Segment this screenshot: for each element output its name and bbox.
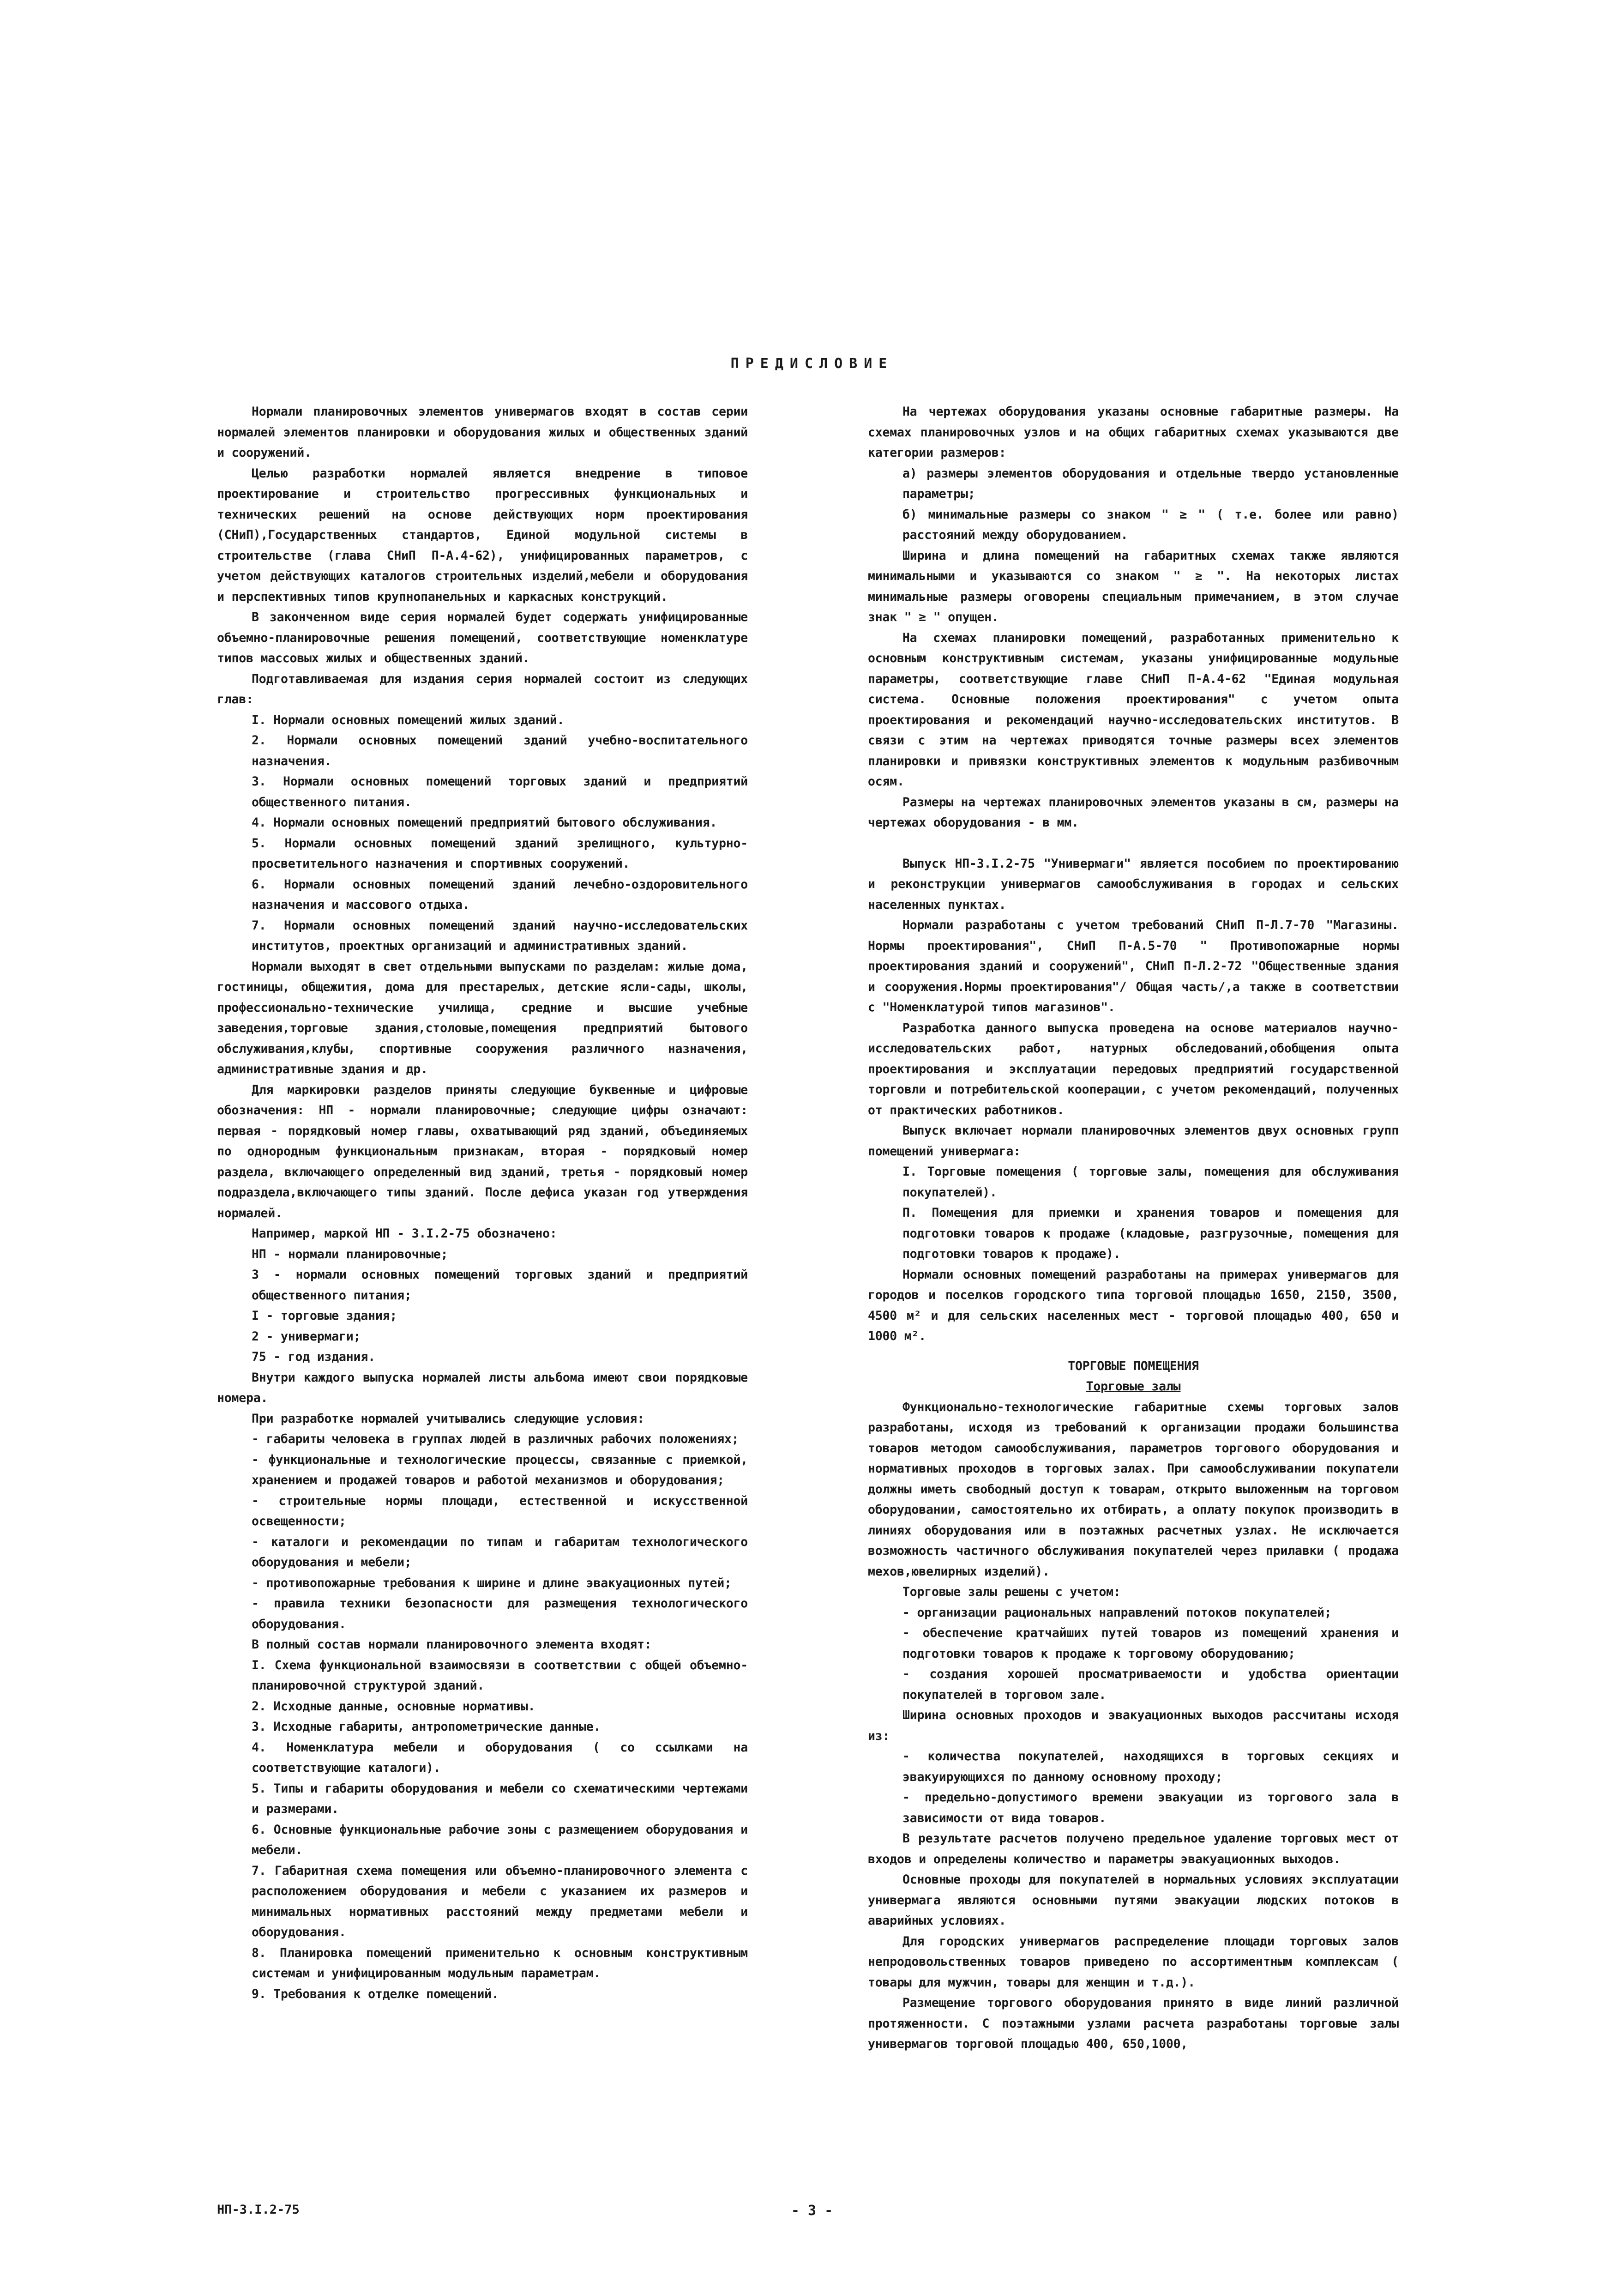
page-number: - 3 - [791,2203,833,2219]
paragraph: - создания хорошей просматриваемости и удобства ориентации покупателей в торговом зале. [902,1667,1399,1702]
paragraph: - строительные нормы площади, естественной и искусственной освещенности; [252,1493,748,1528]
paragraph: 7. Габаритная схема помещения или объемно-планировочного элемента с расположением оборудования и мебели с указанием их размеров и минимальных нормативных расстояний между предметами мебели и оборудования. [252,1863,748,1939]
paragraph: НП - нормали планировочные; [252,1247,448,1262]
right-column [868,402,1399,2055]
paragraph: I. Схема функциональной взаимосвязи в соответствии с общей объемно-планировочной структурой зданий. [252,1658,748,1693]
paragraph: 75 - год издания. [252,1350,375,1364]
paragraph: Ширина и длина помещений на габаритных схемах также являются минимальными и указываются со знаком " ≥ ". На некоторых листах минимальные размеры оговорены специальным примечанием, в этом случае знак " ≥ " опущен. [868,548,1399,624]
paragraph: В полный состав нормали планировочного элемента входят: [252,1637,652,1652]
paragraph: Выпуск включает нормали планировочных элементов двух основных групп помещений универмага: [868,1123,1399,1159]
paragraph: В законченном виде серия нормалей будет содержать унифицированные объемно-планировочные решения помещений, соответствующие номенклатуре типов массовых жилых и общественных зданий. [217,610,748,665]
paragraph: 3. Нормали основных помещений торговых зданий и предприятий общественного питания. [252,774,748,809]
paragraph: При разработке нормалей учитывались следующие условия: [252,1411,644,1426]
paragraph: 4. Нормали основных помещений предприятий бытового обслуживания. [252,815,717,830]
paragraph: 3. Исходные габариты, антропометрические данные. [252,1720,601,1734]
paragraph: Нормали разработаны с учетом требований СНиП П-Л.7-70 "Магазины. Нормы проектирования", СНиП П-А.5-70 " Противопожарные нормы проектирования зданий и сооружений", СНиП П-Л.2-72 "Общественные здания и сооружения.Нормы проектирования"/ Общая часть/,а также в соответствии с "Номенклатурой типов магазинов". [868,918,1399,1014]
subsection-title: Торговые залы [1086,1379,1181,1394]
paragraph: 6. Основные функциональные рабочие зоны с размещением оборудования и мебели. [252,1822,748,1857]
paragraph: 2. Исходные данные, основные нормативы. [252,1699,535,1714]
paragraph: 9. Требования к отделке помещений. [252,1986,499,2001]
paragraph: - количества покупателей, находящихся в торговых секциях и эвакуирующихся по данному основному проходу; [902,1749,1399,1784]
paragraph: Размещение торгового оборудования принято в виде линий различной протяженности. С поэтажными узлами расчета разработаны торговые залы универмагов торговой площадью 400, 650,1000, [868,1996,1399,2051]
paragraph: I. Нормали основных помещений жилых зданий. [252,712,565,727]
paragraph: - каталоги и рекомендации по типам и габаритам технологического оборудования и мебели; [252,1534,748,1570]
paragraph: 5. Нормали основных помещений зданий зрелищного, культурно-просветительного назначения и спортивных сооружений. [252,836,748,871]
paragraph: Основные проходы для покупателей в нормальных условиях эксплуатации универмага являются основными путями эвакуации людских потоков в аварийных условиях. [868,1872,1399,1928]
paragraph: а) размеры элементов оборудования и отдельные твердо установленные параметры; [902,466,1399,501]
paragraph: Целью разработки нормалей является внедрение в типовое проектирование и строительство прогрессивных функциональных и технических решений на основе действующих норм проектирования (СНиП),Государственных стандартов, Единой модульной системы в строительстве (глава СНиП П-А.4-62), унифицированных параметров, с учетом действующих каталогов строительных изделий,мебели и оборудования и перспективных типов крупнопанельных и каркасных конструкций. [217,466,748,604]
paragraph: 7. Нормали основных помещений зданий научно-исследовательских институтов, проектных организаций и административных зданий. [252,918,748,953]
paragraph: - обеспечение кратчайших путей товаров из помещений хранения и подготовки товаров к продаже к торговому оборудованию; [902,1626,1399,1661]
paragraph: 6. Нормали основных помещений зданий лечебно-оздоровительного назначения и массового отдыха. [252,877,748,912]
document-code: НП-3.I.2-75 [217,2203,300,2217]
paragraph: Разработка данного выпуска проведена на основе материалов научно-исследовательских работ, натурных обследований,обобщения опыта проектирования и эксплуатации передовых предприятий государственной торговли и потребительской кооперации, с учетом рекомендаций, полученных от практических работников. [868,1020,1399,1117]
paragraph: Размеры на чертежах планировочных элементов указаны в см, размеры на чертежах оборудования - в мм. [868,795,1399,830]
paragraph: 2. Нормали основных помещений зданий учебно-воспитательного назначения. [252,733,748,768]
paragraph: 3 - нормали основных помещений торговых зданий и предприятий общественного питания; [252,1268,748,1303]
paragraph: - функциональные и технологические процессы, связанные с приемкой, хранением и продажей товаров и работой механизмов и оборудования; [252,1452,748,1487]
left-column [217,402,748,2004]
paragraph: Например, маркой НП - 3.I.2-75 обозначено: [252,1226,557,1241]
page-title: ПРЕДИСЛОВИЕ [730,356,894,372]
paragraph: б) минимальные размеры со знаком " ≥ " ( т.е. более или равно) расстояний между оборудованием. [902,507,1399,542]
paragraph: 5. Типы и габариты оборудования и мебели со схематическими чертежами и размерами. [252,1781,748,1816]
paragraph: Функционально-технологические габаритные схемы торговых залов разработаны, исходя из требований к организации продажи большинства товаров методом самообслуживания, параметров торгового оборудования и нормативных проходов в торговых залах. При самообслуживании покупатели должны иметь свободный доступ к товарам, открыто выложенным на торговом оборудовании, самостоятельно их отбирать, а оплату покупок производить в линиях оборудования или в поэтажных расчетных узлах. Не исключается возможность частичного обслуживания покупателей через прилавки ( продажа мехов,ювелирных изделий). [868,1400,1399,1579]
paragraph: На схемах планировки помещений, разработанных применительно к основным конструктивным системам, указаны унифицированные модульные параметры, соответствующие главе СНиП П-А.4-62 "Единая модульная система. Основные положения проектирования" с учетом опыта проектирования и рекомендаций научно-исследовательских институтов. В связи с этим на чертежах приводятся точные размеры всех элементов планировки и привязки конструктивных элементов к модульным разбивочным осям. [868,630,1399,789]
section-title: ТОРГОВЫЕ ПОМЕЩЕНИЯ [1068,1358,1199,1373]
paragraph: Нормали выходят в свет отдельными выпусками по разделам: жилые дома, гостиницы, общежития, дома для престарелых, детские ясли-сады, школы, профессионально-технические училища, средние и высшие учебные заведения,торговые здания,столовые,помещения предприятий бытового обслуживания,клубы, спортивные сооружения различного назначения, административные здания и др. [217,959,748,1076]
paragraph: - правила техники безопасности для размещения технологического оборудования. [252,1596,748,1631]
paragraph: I. Торговые помещения ( торговые залы, помещения для обслуживания покупателей). [902,1165,1399,1200]
paragraph: Торговые залы решены с учетом: [902,1585,1121,1599]
paragraph: - противопожарные требования к ширине и длине эвакуационных путей; [252,1576,732,1590]
paragraph: П. Помещения для приемки и хранения товаров и помещения для подготовки товаров к продаже (кладовые, разгрузочные, помещения для подготовки товаров к продаже). [902,1206,1399,1261]
paragraph: - организации рациональных направлений потоков покупателей; [902,1605,1332,1620]
paragraph: I - торговые здания; [252,1309,397,1323]
paragraph: 8. Планировка помещений применительно к основным конструктивным системам и унифицированным модульным параметрам. [252,1945,748,1980]
paragraph: Для городских универмагов распределение площади торговых залов непродовольственных товаров приведено по ассортиментным комплексам ( товары для мужчин, товары для женщин и т.д.). [868,1934,1399,1990]
paragraph: - габариты человека в группах людей в различных рабочих положениях; [252,1432,739,1446]
paragraph: 4. Номенклатура мебели и оборудования ( со ссылками на соответствующие каталоги). [252,1740,748,1775]
paragraph: Нормали планировочных элементов универмагов входят в состав серии нормалей элементов планировки и оборудования жилых и общественных зданий и сооружений. [217,404,748,460]
paragraph: Нормали основных помещений разработаны на примерах универмагов для городов и поселков городского типа торговой площадью 1650, 2150, 3500, 4500 м² и для сельских населенных мест - торговой площадью 400, 650 и 1000 м². [868,1267,1399,1343]
paragraph: Выпуск НП-3.I.2-75 "Универмаги" является пособием по проектированию и реконструкции универмагов самообслуживания в городах и сельских населенных пунктах. [868,856,1399,912]
paragraph: На чертежах оборудования указаны основные габаритные размеры. На схемах планировочных узлов и на общих габаритных схемах указываются две категории размеров: [868,404,1399,460]
paragraph: - предельно-допустимого времени эвакуации из торгового зала в зависимости от вида товаров. [902,1790,1399,1825]
paragraph: Подготавливаемая для издания серия нормалей состоит из следующих глав: [217,671,748,706]
paragraph: Внутри каждого выпуска нормалей листы альбома имеют свои порядковые номера. [217,1370,748,1405]
paragraph: 2 - универмаги; [252,1329,361,1344]
paragraph: Для маркировки разделов приняты следующие буквенные и цифровые обозначения: НП - нормали планировочные; следующие цифры означают: первая - порядковый номер главы, охватывающий ряд зданий, объединяемых по однородным функциональным признакам, вторая - порядковый номер раздела, включающего определенный вид зданий, третья - порядковый номер подраздела,включающего типы зданий. После дефиса указан год утверждения нормалей. [217,1082,748,1220]
paragraph: Ширина основных проходов и эвакуационных выходов рассчитаны исходя из: [868,1708,1399,1743]
paragraph: В результате расчетов получено предельное удаление торговых мест от входов и определены количество и параметры эвакуационных выходов. [868,1831,1399,1866]
